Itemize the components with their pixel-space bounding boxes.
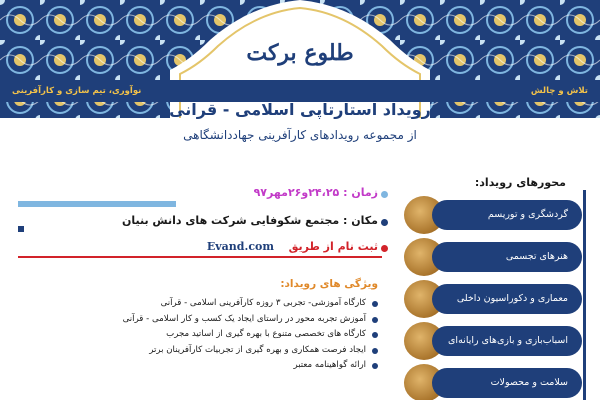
axis-item bbox=[402, 238, 582, 276]
feature-item: ارائه گواهینامه معتبر bbox=[18, 358, 378, 374]
axis-label: گردشگری و توریسم bbox=[432, 200, 582, 230]
axis-label: اسباب‌بازی و بازی‌های رایانه‌ای bbox=[432, 326, 582, 356]
tag-innovation: نوآوری، تیم سازی و کارآفرینی bbox=[12, 86, 142, 96]
bullet-icon bbox=[381, 245, 388, 252]
axis-item bbox=[402, 280, 582, 318]
feature-item: آموزش تجربه محور در راستای ایجاد یک کسب و کار اسلامی - قرآنی bbox=[18, 312, 378, 328]
features-heading: ویژگی های رویداد: bbox=[280, 278, 378, 290]
register-underline bbox=[18, 256, 382, 258]
event-logo-title: طلوع برکت bbox=[246, 40, 354, 66]
axis-label: معماری و دکوراسیون داخلی bbox=[432, 284, 582, 314]
axis-item bbox=[402, 196, 582, 234]
event-subtitle: از مجموعه رویدادهای کارآفرینی جهاددانشگاهی bbox=[183, 128, 417, 142]
register-link[interactable]: Evand.com bbox=[206, 240, 274, 253]
feature-item: کارگاه های تخصصی متنوع با بهره گیری از اساتید مجرب bbox=[18, 327, 378, 343]
place-underline bbox=[18, 226, 24, 232]
register-label: ثبت نام از طریق bbox=[288, 240, 378, 253]
tag-effort: تلاش و چالش bbox=[530, 86, 588, 96]
bullet-icon bbox=[381, 219, 388, 226]
time-underline bbox=[18, 201, 176, 207]
axis-item bbox=[402, 322, 582, 360]
event-name: رویداد استارتاپی اسلامی - قرآنی bbox=[169, 100, 431, 119]
axis-label: هنرهای تجسمی bbox=[432, 242, 582, 272]
axis-item bbox=[402, 364, 582, 400]
feature-item: کارگاه آموزشی- تجربی ۳ روزه کارآفرینی اسلامی - قرآنی bbox=[18, 296, 378, 312]
axes-heading: محورهای رویداد: bbox=[474, 176, 566, 189]
bullet-icon bbox=[381, 191, 388, 198]
features-list bbox=[18, 296, 378, 374]
feature-item: ایجاد فرصت همکاری و بهره گیری از تجربیات کارآفرینان برتر bbox=[18, 343, 378, 359]
event-place: مکان : مجتمع شکوفایی شرکت های دانش بنیان bbox=[121, 214, 378, 227]
axis-label: سلامت و محصولات bbox=[432, 368, 582, 398]
event-time: زمان : ۲۴،۲۵و۲۶مهر۹۷ bbox=[253, 186, 378, 199]
